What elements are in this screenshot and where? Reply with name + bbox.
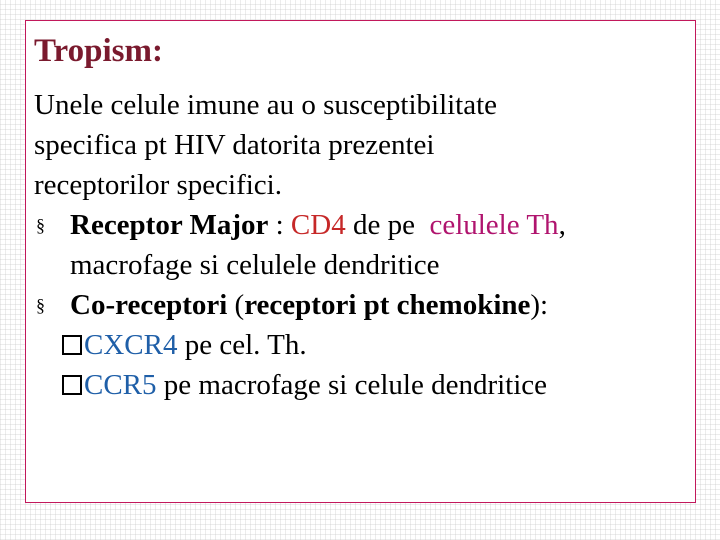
receptor-major-separator: : — [268, 209, 291, 241]
intro-line-3: receptorilor specifici. — [34, 169, 282, 201]
cxcr4-description: pe cel. Th. — [177, 329, 307, 361]
chemokine-receptors-text: receptori pt chemokine — [244, 289, 531, 321]
slide-title: Tropism: — [34, 33, 163, 69]
close-paren: ): — [530, 289, 549, 321]
cd4-term: CD4 — [290, 209, 346, 241]
celulele-th-term: celulele Th — [429, 209, 559, 241]
co-receptori-label: Co-receptori — [70, 289, 228, 321]
intro-line-1: Unele celule imune au o susceptibilitate — [34, 89, 498, 121]
intro-line-2: specifica pt HIV datorita prezentei — [34, 129, 435, 161]
de-pe-text: de pe — [345, 209, 430, 241]
ccr5-description: pe macrofage si celule dendritice — [156, 369, 548, 401]
empty-box-icon — [62, 335, 82, 355]
bullet-item-receptor-major — [70, 207, 566, 243]
cxcr4-term: CXCR4 — [84, 329, 178, 361]
bullet-item-receptor-major-continuation: macrofage si celulele dendritice — [70, 249, 440, 281]
receptor-major-label: Receptor Major — [70, 209, 269, 241]
bullet-item-co-receptori — [70, 287, 548, 323]
bullet-marker-1: § — [36, 215, 45, 235]
empty-box-icon — [62, 375, 82, 395]
sub-item-ccr5 — [62, 367, 547, 403]
slide-frame — [25, 20, 696, 503]
sub-item-cxcr4 — [62, 327, 307, 363]
ccr5-term: CCR5 — [84, 369, 157, 401]
bullet-marker-2: § — [36, 295, 45, 315]
open-paren: ( — [227, 289, 245, 321]
comma: , — [558, 209, 566, 241]
